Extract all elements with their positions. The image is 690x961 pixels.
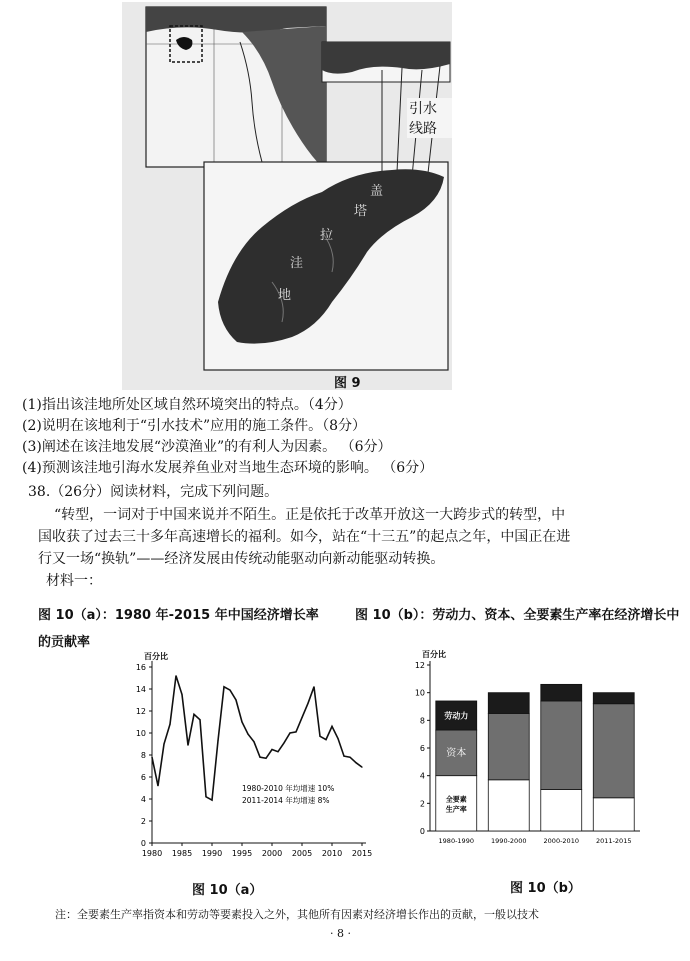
chart-b-bar-segment xyxy=(488,713,529,779)
chart-a-data-point xyxy=(313,686,314,687)
chart-b-legend-label: 劳动力 xyxy=(444,711,469,721)
chart-a-data-point xyxy=(295,731,296,732)
chart-b-bar-segment xyxy=(593,704,634,798)
chart-b-y-tick-label: 2 xyxy=(419,799,425,809)
material-label: 材料一： xyxy=(46,573,102,589)
figure-10a-title: 图 10（a）：1980 年-2015 年中国经济增长率 xyxy=(38,608,319,623)
chart-b-y-tick-label: 12 xyxy=(414,661,425,670)
chart-a-data-point xyxy=(343,756,344,757)
chart-a-data-point xyxy=(151,757,152,758)
chart-b-y-tick-label: 4 xyxy=(419,771,425,781)
chart-a-data-point xyxy=(349,757,350,758)
chart-a-data-point xyxy=(331,726,332,727)
chart-a-data-point xyxy=(271,749,272,750)
basin-label-char: 拉 xyxy=(320,228,334,243)
chart-a-y-tick-label: 8 xyxy=(140,751,146,760)
line-chart-growth-rate xyxy=(110,645,380,870)
chart-a-data-point xyxy=(361,767,362,768)
chart-a-data-point xyxy=(205,796,206,797)
chart-a-x-tick-label: 1985 xyxy=(171,849,193,858)
chart-a-data-point xyxy=(301,717,302,718)
chart-a-data-point xyxy=(181,694,182,695)
figure-10b-caption: 图 10（b） xyxy=(510,881,581,896)
chart-b-y-tick-label: 6 xyxy=(419,744,425,753)
map-drawing xyxy=(122,2,452,390)
basin-label-char: 盖 xyxy=(370,184,384,199)
chart-a-y-tick-label: 16 xyxy=(135,663,146,672)
chart-a-data-point xyxy=(355,762,356,763)
chart-a-data-point xyxy=(307,703,308,704)
page-number: · 8 · xyxy=(330,927,351,940)
map-caption: 图 9 xyxy=(334,376,361,391)
footnote: 注：全要素生产率指资本和劳动等要素投入之外，其他所有因素对经济增长作出的贡献，一般以技术 xyxy=(55,908,539,921)
chart-b-bar-segment xyxy=(488,780,529,831)
figure-10b-title: 图 10（b）：劳动力、资本、全要素生产率在经济增长中 xyxy=(355,608,680,623)
chart-b-bar-segment xyxy=(488,693,529,714)
chart-a-y-tick-label: 6 xyxy=(140,773,146,782)
basin-label-char: 洼 xyxy=(290,256,304,271)
chart-a-data-point xyxy=(289,732,290,733)
chart-b-bar-segment xyxy=(541,684,582,701)
question-3: (3)阐述在该洼地发展“沙漠渔业”的有利人为因素。 （6分） xyxy=(22,439,392,455)
question-2: (2)说明在该地利于“引水技术”应用的施工条件。（8分） xyxy=(22,418,367,434)
chart-a-ylabel: 百分比 xyxy=(144,652,168,661)
chart-a-y-tick-label: 2 xyxy=(140,817,146,826)
chart-a-data-point xyxy=(187,745,188,746)
chart-a-data-point xyxy=(247,734,248,735)
chart-a-data-point xyxy=(223,686,224,687)
chart-b-legend-label: 生产率 xyxy=(445,805,467,814)
question-1: (1)指出该洼地所处区域自然环境突出的特点。（4分） xyxy=(22,397,352,413)
chart-a-data-point xyxy=(325,739,326,740)
chart-a-data-point xyxy=(229,690,230,691)
chart-b-bar-segment xyxy=(541,701,582,790)
chart-a-x-tick-label: 2010 xyxy=(321,849,343,858)
chart-a-data-point xyxy=(193,714,194,715)
chart-b-y-tick-label: 0 xyxy=(419,827,425,836)
chart-a-growth-line xyxy=(152,676,362,800)
chart-a-data-point xyxy=(337,738,338,739)
chart-a-data-point xyxy=(211,800,212,801)
chart-b-y-tick-label: 10 xyxy=(414,688,425,698)
material-paragraph-line: 行又一场“换轨”——经济发展由传统动能驱动向新动能驱动转换。 xyxy=(38,551,445,567)
chart-b-x-tick-label: 2011-2015 xyxy=(596,837,632,845)
question-38-heading: 38.（26分）阅读材料，完成下列问题。 xyxy=(28,484,279,500)
chart-a-y-tick-label: 14 xyxy=(135,685,146,694)
chart-b-bar-segment xyxy=(593,693,634,704)
chart-b-y-tick-label: 8 xyxy=(419,716,425,726)
basin-label-char: 塔 xyxy=(354,204,368,219)
chart-a-data-point xyxy=(283,742,284,743)
depression-map-figure xyxy=(122,2,452,390)
chart-a-x-tick-label: 1995 xyxy=(231,849,253,858)
chart-a-x-tick-label: 2005 xyxy=(291,849,313,858)
question-4: (4)预测该洼地引海水发展养鱼业对当地生态环境的影响。 （6分） xyxy=(22,460,434,476)
stacked-bar-chart-contribution xyxy=(400,645,650,855)
figure-10a-caption: 图 10（a） xyxy=(192,883,263,898)
chart-b-ylabel: 百分比 xyxy=(422,650,446,659)
route-line xyxy=(397,68,402,172)
material-paragraph-line: “转型，一词对于中国来说并不陌生。正是依托于改革开放这一大跨步式的转型，中 xyxy=(54,507,566,523)
chart-a-y-tick-label: 4 xyxy=(140,795,146,804)
chart-b-x-tick-label: 1980-1990 xyxy=(438,837,474,845)
chart-a-data-point xyxy=(157,785,158,786)
chart-a-data-point xyxy=(163,743,164,744)
chart-a-data-point xyxy=(265,758,266,759)
chart-b-bar-segment xyxy=(541,790,582,832)
chart-a-data-point xyxy=(217,740,218,741)
chart-b-legend-label: 全要素 xyxy=(445,795,467,804)
chart-a-x-tick-label: 1990 xyxy=(201,849,223,858)
chart-a-y-tick-label: 10 xyxy=(135,729,146,738)
chart-a-data-point xyxy=(169,724,170,725)
chart-a-data-point xyxy=(253,741,254,742)
chart-a-x-tick-label: 1980 xyxy=(141,849,163,858)
figure-10b-title-continued: 的贡献率 xyxy=(38,635,91,650)
chart-a-data-point xyxy=(235,699,236,700)
chart-b-bar-segment xyxy=(593,798,634,831)
chart-a-data-point xyxy=(259,757,260,758)
chart-a-annotation: 2011-2014 年均增速 8% xyxy=(242,796,330,805)
chart-a-x-tick-label: 2000 xyxy=(261,849,283,858)
route-label: 引水线路 xyxy=(407,98,452,138)
material-paragraph-line: 国收获了过去三十多年高速增长的福利。如今，站在“十三五”的起点之年，中国正在进 xyxy=(38,529,571,545)
chart-a-data-point xyxy=(319,736,320,737)
chart-a-x-tick-label: 2015 xyxy=(351,849,373,858)
chart-b-x-tick-label: 1990-2000 xyxy=(491,837,527,845)
chart-a-data-point xyxy=(241,721,242,722)
chart-b-x-tick-label: 2000-2010 xyxy=(543,837,579,845)
chart-b-legend-label: 资本 xyxy=(446,747,467,759)
chart-a-data-point xyxy=(199,719,200,720)
chart-a-data-point xyxy=(277,751,278,752)
chart-a-y-tick-label: 0 xyxy=(140,839,146,848)
chart-a-y-tick-label: 12 xyxy=(135,707,146,716)
chart-a-data-point xyxy=(175,675,176,676)
chart-a-annotation: 1980-2010 年均增速 10% xyxy=(242,784,335,793)
basin-label-char: 地 xyxy=(278,288,292,303)
